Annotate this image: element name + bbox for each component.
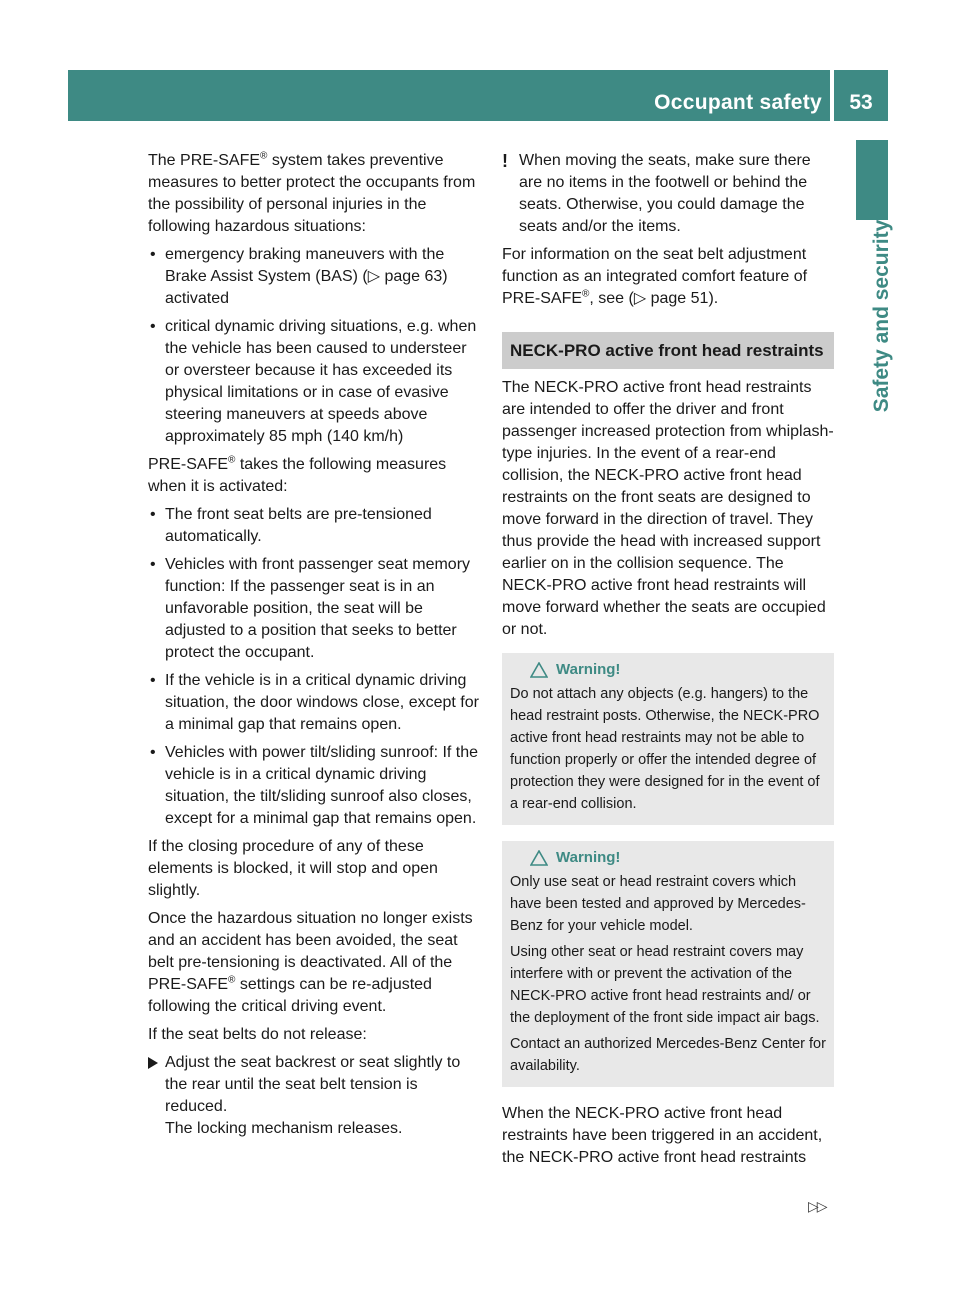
- list-item: • critical dynamic driving situations, e.g. when the vehicle has been caused to understeer or oversteer because it has exceeded its physical limitations or in case of evasive steering maneuvers at speeds above approximately 85 mph (140 km/h): [148, 316, 482, 448]
- warning-title: Warning!: [556, 849, 621, 866]
- list-item: • emergency braking maneuvers with the Brake Assist System (BAS) (▷ page 63) activated: [148, 244, 482, 310]
- warning-box: [502, 841, 834, 1087]
- list-item: • If the vehicle is in a critical dynamic driving situation, the door windows close, except for a minimal gap that remains open.: [148, 670, 482, 736]
- release-intro: If the seat belts do not release:: [148, 1026, 367, 1043]
- warning-text: Only use seat or head restraint covers which have been tested and approved by Mercedes-Benz for your vehicle model.: [510, 874, 806, 934]
- warning-text: Do not attach any objects (e.g. hangers) to the head restraint posts. Otherwise, the NECK-PRO active front head restraints may not be able to function properly or offer the intended degree of protection they were designed for in the event of a rear-end collision.: [510, 686, 820, 812]
- neckpro-description: The NECK-PRO active front head restraints are intended to offer the driver and front passenger increased protection from whiplash-type injuries. In the event of a rear-end collision, the NECK-PRO active front head restraints on the front seats are designed to move forward in the direction of travel. They thus provide the head with increased support earlier on in the collision sequence. The NECK-PRO active front head restraints will move forward whether the seats are occupied or not.: [502, 379, 834, 638]
- right-column: [502, 150, 834, 1175]
- exclamation-icon: !: [502, 151, 508, 171]
- seatbelt-info: For information on the seat belt adjustment function as an integrated comfort feature of PRE-SAFE®, see (▷ page 51).: [502, 246, 808, 307]
- warning-triangle-icon: [530, 662, 548, 678]
- attention-text: When moving the seats, make sure there are no items in the footwell or behind the seats. Otherwise, you could damage the seats and/or the items.: [519, 152, 811, 235]
- side-tab: [868, 219, 896, 413]
- warning-text: Contact an authorized Mercedes-Benz Center for availability.: [510, 1036, 826, 1074]
- step-text: Adjust the seat backrest or seat slightly to the rear until the seat belt tension is reduced.: [165, 1054, 461, 1115]
- step-result: The locking mechanism releases.: [165, 1120, 403, 1137]
- side-tab-label: Safety and security: [870, 219, 893, 413]
- list-item: • Vehicles with power tilt/sliding sunroof: If the vehicle is in a critical dynamic driving situation, the tilt/sliding sunroof also closes, except for a minimal gap that remains open.: [148, 742, 482, 830]
- reset-paragraph: Once the hazardous situation no longer exists and an accident has been avoided, the seat belt pre-tensioning is deactivated. All of the PRE-SAFE® settings can be re-adjusted following the critical driving event.: [148, 910, 473, 1015]
- triggered-paragraph: When the NECK-PRO active front head restraints have been triggered in an accident, the NECK-PRO active front head restraints: [502, 1105, 823, 1166]
- continued-icon: ▷▷: [808, 1198, 826, 1214]
- warning-text: Using other seat or head restraint covers may interfere with or prevent the activation of the NECK-PRO active front head restraints and/ or the deployment of the front side impact air bags.: [510, 944, 820, 1026]
- page-number: 53: [849, 91, 873, 114]
- attention-note: [502, 150, 834, 238]
- list-item: • The front seat belts are pre-tensioned automatically.: [148, 504, 482, 548]
- presafe-intro: The PRE-SAFE® system takes preventive measures to better protect the occupants from the possibility of personal injuries in the following hazardous situations:: [148, 150, 476, 235]
- left-column: [148, 150, 482, 1146]
- page-title: Occupant safety: [654, 91, 822, 114]
- warning-box: [502, 653, 834, 825]
- warning-title: Warning!: [556, 661, 621, 678]
- measures-intro: PRE-SAFE® takes the following measures when it is activated:: [148, 454, 447, 495]
- instruction-step: [148, 1052, 482, 1140]
- section-heading: NECK-PRO active front head restraints: [502, 332, 834, 369]
- warning-triangle-icon: [530, 850, 548, 866]
- step-arrow-icon: [148, 1057, 158, 1069]
- blocked-paragraph: If the closing procedure of any of these elements is blocked, it will stop and open slightly.: [148, 838, 438, 899]
- side-tab-marker: [856, 140, 888, 220]
- list-item: • Vehicles with front passenger seat memory function: If the passenger seat is in an unfavorable position, the seat will be adjusted to a position that seeks to better protect the occupant.: [148, 554, 482, 664]
